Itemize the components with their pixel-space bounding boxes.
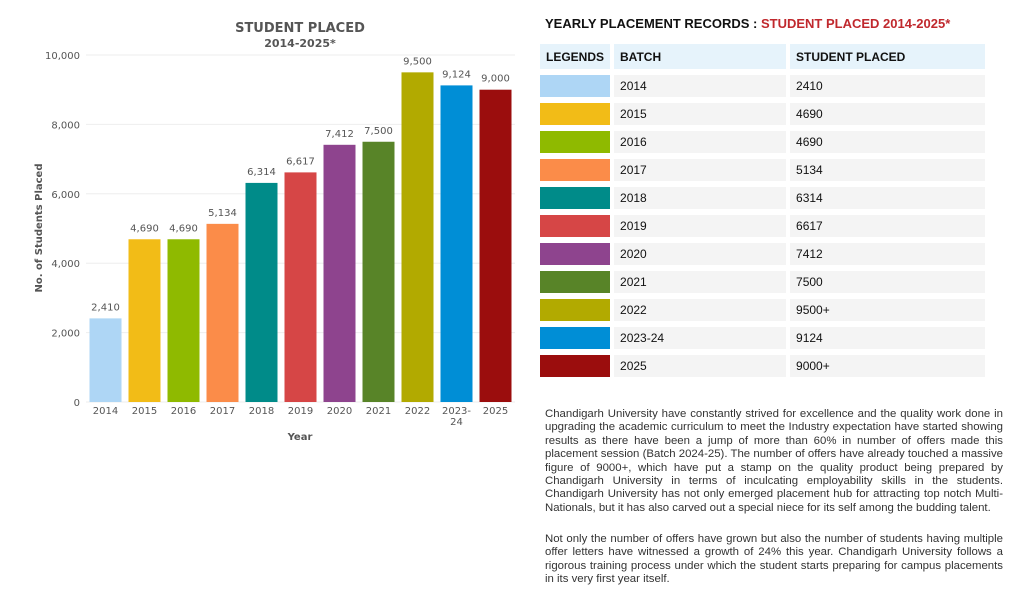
bar xyxy=(285,172,317,402)
batch-cell: 2021 xyxy=(614,271,786,293)
y-tick-label: 8,000 xyxy=(51,120,80,132)
placed-cell: 5134 xyxy=(790,159,985,181)
legend-swatch xyxy=(540,215,610,237)
batch-cell: 2025 xyxy=(614,355,786,377)
bar xyxy=(168,239,200,402)
paragraph-2: Not only the number of offers have grown but also the number of students having multiple offer letters have witnessed a growth of 24% this year. Chandigarh University follows a rigorous training process under which the student starts preparing for campus placements in its very first year itself. xyxy=(545,533,1003,586)
placed-cell: 2410 xyxy=(790,75,985,97)
paragraph-1: Chandigarh University have constantly strived for excellence and the quality work done in upgrading the academic curriculum to meet the Industry expectation have started showing results as there have been a jump of more than 60% in number of offers made this placement session (Batch 2024-25). The number of offers have already touched a massive figure of 9000+, which have put a stamp on the quality product being prepared by Chandigarh University in terms of inculcating employability skills in the students. Chandigarh University has not only emerged placement hub for attracting top notch Multi-Nationals, but it has also carved out a special niece for its self among the budding talent. xyxy=(545,408,1003,514)
data-label: 4,690 xyxy=(130,223,159,235)
table-row xyxy=(540,187,985,209)
header-placed: STUDENT PLACED xyxy=(790,44,985,69)
data-label: 6,617 xyxy=(286,156,315,168)
data-label: 6,314 xyxy=(247,166,276,178)
legend-swatch xyxy=(540,355,610,377)
table-title xyxy=(545,16,950,31)
header-legends: LEGENDS xyxy=(540,44,610,69)
y-tick-label: 2,000 xyxy=(51,328,80,340)
bar xyxy=(363,142,395,402)
legend-swatch xyxy=(540,103,610,125)
legend-swatch xyxy=(540,159,610,181)
legend-swatch xyxy=(540,271,610,293)
batch-cell: 2022 xyxy=(614,299,786,321)
data-label: 7,500 xyxy=(364,125,393,137)
placed-cell: 7412 xyxy=(790,243,985,265)
legend-swatch xyxy=(540,131,610,153)
placed-cell: 9124 xyxy=(790,327,985,349)
legend-swatch xyxy=(540,187,610,209)
x-tick-label: 2020 xyxy=(326,406,353,417)
bar xyxy=(129,239,161,402)
batch-cell: 2017 xyxy=(614,159,786,181)
x-tick-label: 2019 xyxy=(287,406,314,417)
bar xyxy=(402,72,434,402)
table-row xyxy=(540,271,985,293)
bar-chart xyxy=(0,0,530,450)
placed-cell: 6314 xyxy=(790,187,985,209)
x-axis-label: Year xyxy=(287,432,313,443)
y-tick-label: 6,000 xyxy=(51,189,80,201)
chart-subtitle: 2014-2025* xyxy=(264,37,336,50)
table-row xyxy=(540,243,985,265)
data-label: 9,500 xyxy=(403,56,432,68)
y-tick-label: 10,000 xyxy=(45,51,80,62)
batch-cell: 2019 xyxy=(614,215,786,237)
table-row xyxy=(540,75,985,97)
table-row xyxy=(540,327,985,349)
table-row xyxy=(540,103,985,125)
y-tick-label: 4,000 xyxy=(51,259,80,271)
legend-swatch xyxy=(540,75,610,97)
placed-cell: 7500 xyxy=(790,271,985,293)
table-title-highlight: STUDENT PLACED 2014-2025* xyxy=(760,16,951,31)
placed-cell: 6617 xyxy=(790,215,985,237)
bar xyxy=(90,318,122,402)
table-row xyxy=(540,159,985,181)
placed-cell: 4690 xyxy=(790,103,985,125)
table-row xyxy=(540,299,985,321)
x-tick-label: 2016 xyxy=(170,406,197,417)
legend-swatch xyxy=(540,243,610,265)
table-row xyxy=(540,131,985,153)
batch-cell: 2020 xyxy=(614,243,786,265)
x-tick-label: 2017 xyxy=(209,406,236,417)
data-label: 5,134 xyxy=(208,207,237,219)
data-label: 9,000 xyxy=(481,73,510,85)
legend-swatch xyxy=(540,327,610,349)
table-title-prefix: YEARLY PLACEMENT RECORDS : xyxy=(545,16,761,31)
batch-cell: 2015 xyxy=(614,103,786,125)
table-row xyxy=(540,215,985,237)
bar xyxy=(441,85,473,402)
legend-swatch xyxy=(540,299,610,321)
x-tick-label: 2021 xyxy=(365,406,392,417)
x-tick-label: 2025 xyxy=(482,406,509,417)
header-batch: BATCH xyxy=(614,44,786,69)
x-tick-label: 2018 xyxy=(248,406,275,417)
x-tick-label: 2022 xyxy=(404,406,431,417)
data-label: 7,412 xyxy=(325,128,354,140)
table-row xyxy=(540,355,985,377)
batch-cell: 2018 xyxy=(614,187,786,209)
x-tick-label: 2014 xyxy=(92,406,119,417)
chart-title: STUDENT PLACED xyxy=(235,21,365,36)
batch-cell: 2016 xyxy=(614,131,786,153)
batch-cell: 2023-24 xyxy=(614,327,786,349)
y-tick-label: 0 xyxy=(73,398,80,409)
bar xyxy=(246,183,278,402)
data-label: 9,124 xyxy=(442,69,471,81)
bar xyxy=(324,145,356,402)
x-tick-label: 2015 xyxy=(131,406,158,417)
batch-cell: 2014 xyxy=(614,75,786,97)
placement-table xyxy=(536,38,989,383)
bar xyxy=(207,224,239,402)
placed-cell: 4690 xyxy=(790,131,985,153)
y-axis-label: No. of Students Placed xyxy=(34,163,45,293)
x-tick-label: 2023-24 xyxy=(441,406,472,428)
placed-cell: 9000+ xyxy=(790,355,985,377)
bar xyxy=(480,90,512,402)
data-label: 4,690 xyxy=(169,223,198,235)
data-label: 2,410 xyxy=(91,302,120,314)
placed-cell: 9500+ xyxy=(790,299,985,321)
